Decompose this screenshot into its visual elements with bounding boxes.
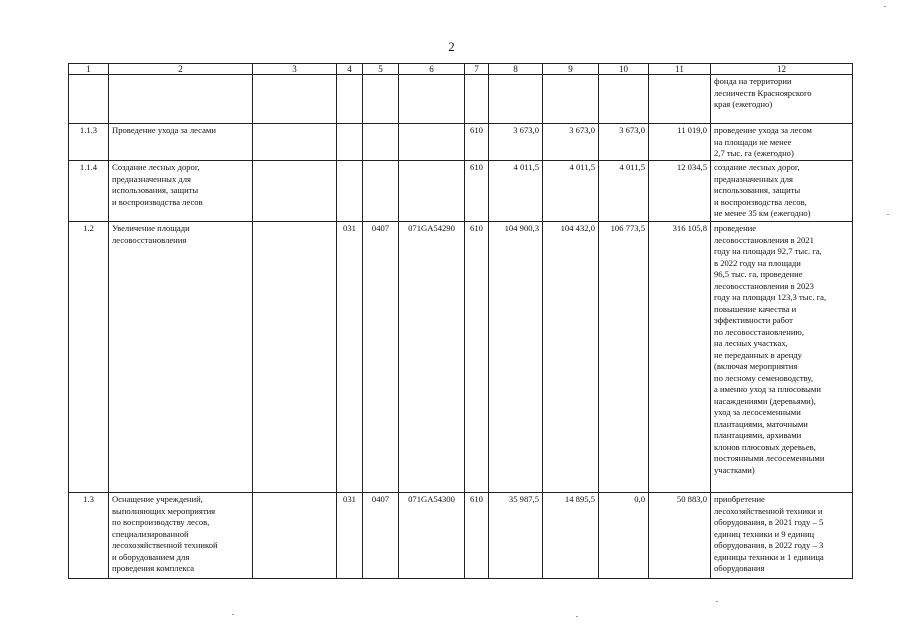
amount-total xyxy=(649,75,711,124)
amount-2021: 3 673,0 xyxy=(489,124,543,161)
amount-2023: 3 673,0 xyxy=(599,124,649,161)
row-name: Увеличение площади лесовосстановления xyxy=(109,222,253,493)
expense-type-code: 610 xyxy=(465,124,489,161)
amount-total: 50 883,0 xyxy=(649,493,711,579)
row-number: 1.1.4 xyxy=(69,161,109,222)
column-number: 11 xyxy=(649,64,711,75)
expected-result: проведение лесовосстановления в 2021 году на площади 92,7 тыс. га, в 2022 году на площади 96,5 тыс. га, проведение лесовосстановления в 2023 году на площади 123,3 тыс. га, повышение качества и эффективности работ по лесовосстановлению, на лесных участках, не переданных в аренду (включая мероприятия по лесному семеноводству, а именно уход за плюсовыми насаждениями (деревьями), уход за лесосеменными плантациями, маточными плантациями, архивами клонов плюсовых деревьев, постоянными лесосеменными участками) xyxy=(711,222,853,493)
amount-2023: 0,0 xyxy=(599,493,649,579)
admin-code xyxy=(337,161,363,222)
column-3-cell xyxy=(253,161,337,222)
expected-result: создание лесных дорог, предназначенных для использования, защиты и воспроизводства лесов, не менее 35 км (ежегодно) xyxy=(711,161,853,222)
amount-2022: 4 011,5 xyxy=(543,161,599,222)
amount-2021 xyxy=(489,75,543,124)
page-number: 2 xyxy=(448,39,455,54)
admin-code xyxy=(337,124,363,161)
admin-code: 031 xyxy=(337,222,363,493)
amount-total: 12 034,5 xyxy=(649,161,711,222)
row-name: Проведение ухода за лесами xyxy=(109,124,253,161)
scan-speck xyxy=(576,616,578,617)
target-article-code xyxy=(399,75,465,124)
column-number: 12 xyxy=(711,64,853,75)
target-article-code: 071GA54300 xyxy=(399,493,465,579)
admin-code xyxy=(337,75,363,124)
expense-type-code: 610 xyxy=(465,161,489,222)
column-3-cell xyxy=(253,222,337,493)
amount-2021: 35 987,5 xyxy=(489,493,543,579)
amount-2022: 104 432,0 xyxy=(543,222,599,493)
scan-speck xyxy=(232,614,234,615)
amount-2021: 4 011,5 xyxy=(489,161,543,222)
scan-speck xyxy=(884,6,886,7)
column-3-cell xyxy=(253,75,337,124)
amount-2023: 4 011,5 xyxy=(599,161,649,222)
expense-type-code: 610 xyxy=(465,222,489,493)
table-row xyxy=(69,493,853,579)
table-row xyxy=(69,124,853,161)
column-number: 6 xyxy=(399,64,465,75)
table-body xyxy=(69,64,853,579)
scan-speck xyxy=(887,214,889,215)
row-number: 1.1.3 xyxy=(69,124,109,161)
table-row xyxy=(69,222,853,493)
program-table xyxy=(68,63,853,579)
row-name: Создание лесных дорог, предназначенных для использования, защиты и воспроизводства лесов xyxy=(109,161,253,222)
section-code xyxy=(363,161,399,222)
row-name xyxy=(109,75,253,124)
column-number: 4 xyxy=(337,64,363,75)
column-number: 3 xyxy=(253,64,337,75)
row-number xyxy=(69,75,109,124)
section-code: 0407 xyxy=(363,222,399,493)
target-article-code: 071GA54290 xyxy=(399,222,465,493)
column-3-cell xyxy=(253,124,337,161)
amount-2023: 106 773,5 xyxy=(599,222,649,493)
amount-2023 xyxy=(599,75,649,124)
section-code: 0407 xyxy=(363,493,399,579)
column-number-row xyxy=(69,64,853,75)
section-code xyxy=(363,124,399,161)
expected-result: проведение ухода за лесом на площади не менее 2,7 тыс. га (ежегодно) xyxy=(711,124,853,161)
column-number: 7 xyxy=(465,64,489,75)
expense-type-code xyxy=(465,75,489,124)
row-number: 1.2 xyxy=(69,222,109,493)
amount-total: 316 105,8 xyxy=(649,222,711,493)
expected-result: приобретение лесохозяйственной техники и оборудования, в 2021 году – 5 единиц техники и 9 единиц оборудования, в 2022 году – 3 единицы техники и 1 единица оборудования xyxy=(711,493,853,579)
amount-total: 11 019,0 xyxy=(649,124,711,161)
target-article-code xyxy=(399,161,465,222)
column-number: 2 xyxy=(109,64,253,75)
section-code xyxy=(363,75,399,124)
row-name: Оснащение учреждений, выполняющих мероприятия по воспроизводству лесов, специализированной лесохозяйственной техникой и оборудованием для проведения комплекса xyxy=(109,493,253,579)
admin-code: 031 xyxy=(337,493,363,579)
expense-type-code: 610 xyxy=(465,493,489,579)
expected-result: фонда на территории лесничеств Красноярского края (ежегодно) xyxy=(711,75,853,124)
amount-2022: 14 895,5 xyxy=(543,493,599,579)
row-number: 1.3 xyxy=(69,493,109,579)
column-3-cell xyxy=(253,493,337,579)
column-number: 9 xyxy=(543,64,599,75)
scan-speck xyxy=(716,601,718,602)
column-number: 10 xyxy=(599,64,649,75)
amount-2021: 104 900,3 xyxy=(489,222,543,493)
amount-2022: 3 673,0 xyxy=(543,124,599,161)
amount-2022 xyxy=(543,75,599,124)
column-number: 1 xyxy=(69,64,109,75)
column-number: 8 xyxy=(489,64,543,75)
table-row xyxy=(69,161,853,222)
target-article-code xyxy=(399,124,465,161)
column-number: 5 xyxy=(363,64,399,75)
table-row xyxy=(69,75,853,124)
